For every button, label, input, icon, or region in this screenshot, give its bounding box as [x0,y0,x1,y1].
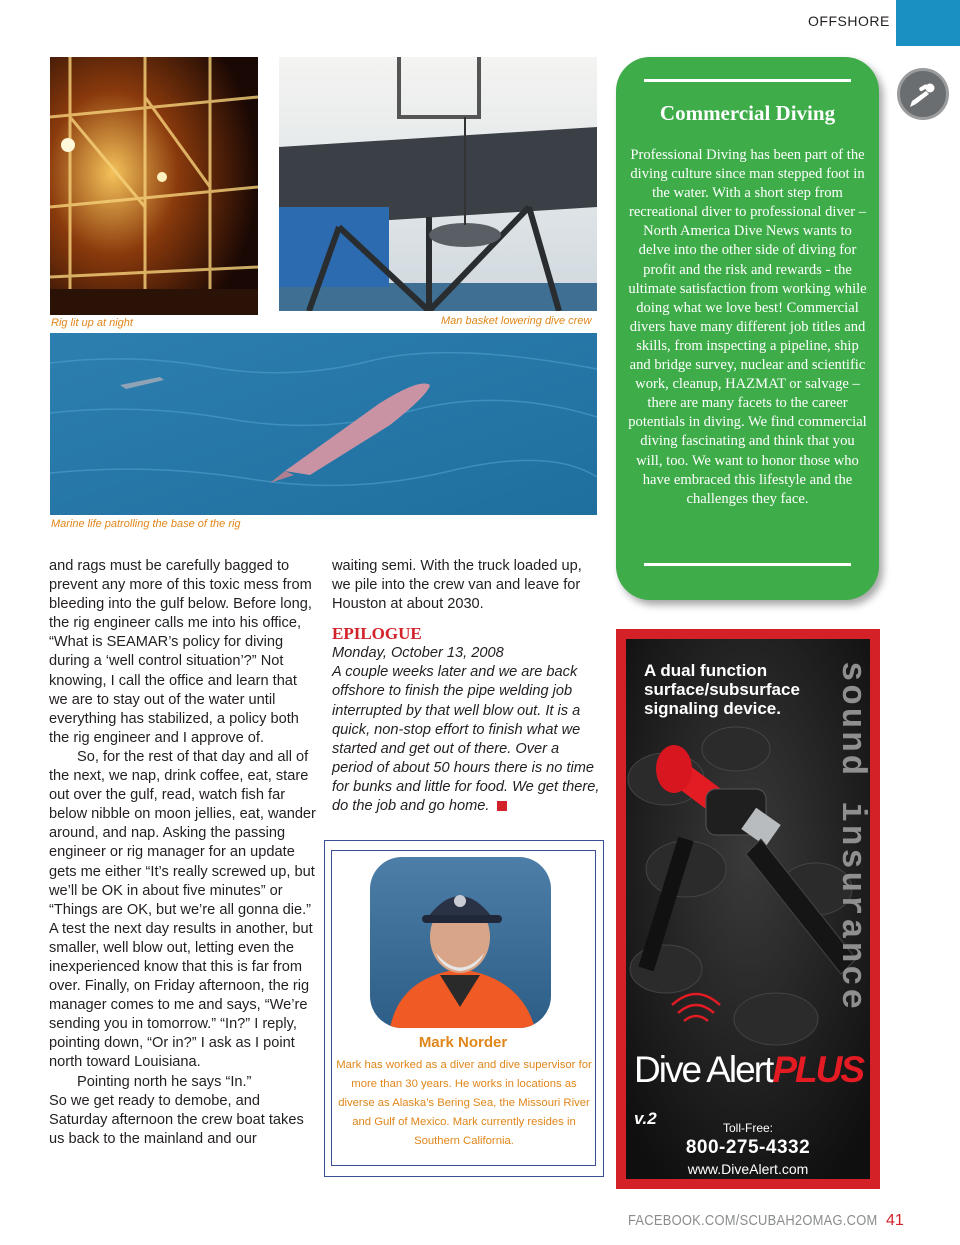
ad-toll-free-label: Toll-Free: [722,1121,773,1135]
ad-url-link[interactable]: www.DiveAlert.com [687,1161,809,1177]
epilogue-paragraph [332,663,600,816]
sidebar-text: Professional Diving has been part of the diving culture since man stepped foot in the water. With a short step from recreational diver to professional diver – North America Dive News wants to delve into the other side of diving for profit and the risk and rewards - the ultimate satisfaction from working while doing what we love best! Commercial divers have many different job titles and skills, from inspecting a pipeline, ship and bridge survey, nuclear and scientific work, cleanup, HAZMAT or salvage – there are many facets to the career potentials in diving. We find commercial diving fascinating and think that you will, too. We want to honor those who have embraced this lifestyle and the challenges they face. [628,147,867,507]
ad-panel [626,639,870,1179]
commercial-diving-box [616,57,879,600]
end-mark-icon [497,801,507,811]
paragraph: Pointing north he says “In.” [77,1073,252,1090]
author-name: Mark Norder [418,1034,508,1051]
man-basket-photo [279,57,597,311]
epilogue-text: A couple weeks later and we are back offshore to finish the pipe welding job interrupted by that well blow out. It is a quick, non-stop effort to finish what we started and get out of there. Over a period of about 50 hours there is no time for bunks and little for food. We get there, do the job and go home. [332,664,600,815]
author-photo [370,857,551,1028]
brand-name: Dive Alert [634,1049,773,1090]
marine-life-caption: Marine life patrolling the base of the rig [51,518,241,530]
author-bio: Mark has worked as a diver and dive supervisor for more than 30 years. He works in locations as diverse as Alaska’s Bering Sea, the Missouri River and Gulf of Mexico. Mark currently resides in Southern California. [336,1059,592,1148]
epilogue-heading: EPILOGUE [332,624,422,644]
section-label: OFFSHORE [808,13,890,29]
divider [644,79,851,82]
rig-night-caption: Rig lit up at night [51,317,133,329]
marine-life-photo [50,333,597,515]
page-number: 41 [886,1212,904,1229]
paragraph: So, for the rest of that day and all of the next, we nap, drink coffee, eat, stare out over the gulf, read, watch fish far below nibble on moon jellies, eat, wander around, and nap. Asking the passing engineer or rig manager for an update gets me either “It’s really screwed up, but we’ll be OK in about five minutes” or “Things are OK, but we’re all gonna die.” A test the next day results in another, but smaller, well blow out, letting even the inexperienced know that this is far from over. Finally, on Friday afternoon, the rig manager comes to me and says, “We’re sending you in tomorrow.” “In?” I reply, pointing down, “Or in?” I ask as I point north toward Louisiana. [49,748,316,1071]
paragraph: So we get ready to demobe, and Saturday afternoon the crew boat takes us back to the mainland and our [49,1092,304,1147]
paragraph: waiting semi. With the truck loaded up, we pile into the crew van and leave for Houston at about 2030. [332,558,582,613]
brand-version: v.2 [634,1109,657,1128]
epilogue-date: Monday, October 13, 2008 [332,645,504,662]
rig-night-photo [50,57,258,315]
man-basket-caption: Man basket lowering dive crew [441,315,592,327]
diver-icon [897,68,949,120]
corner-tab [896,0,960,46]
paragraph: and rags must be carefully bagged to prevent any more of this toxic mess from bleeding into the gulf below. Before long, the rig engineer calls me into his office, “What is SEAMAR’s policy for diving during a ‘well control situation’?” Not knowing, I call the office and learn that we are to stay out of the water until everything has stabilized, a policy both the rig engineer and I approve of. [49,558,312,746]
ad-headline: A dual function surface/subsurface signaling device. [644,661,800,718]
dive-alert-ad[interactable] [616,629,880,1189]
footer-url[interactable]: FACEBOOK.COM/SCUBAH2OMAG.COM [628,1212,878,1229]
divider [644,563,851,566]
sidebar-title: Commercial Diving [659,101,836,125]
article-column-1 [49,557,317,1149]
ad-vertical-slogan: sound insurance [832,661,870,1013]
brand-plus: PLUS [772,1049,864,1090]
article-column-2 [332,557,600,816]
ad-phone[interactable]: 800-275-4332 [685,1137,811,1158]
